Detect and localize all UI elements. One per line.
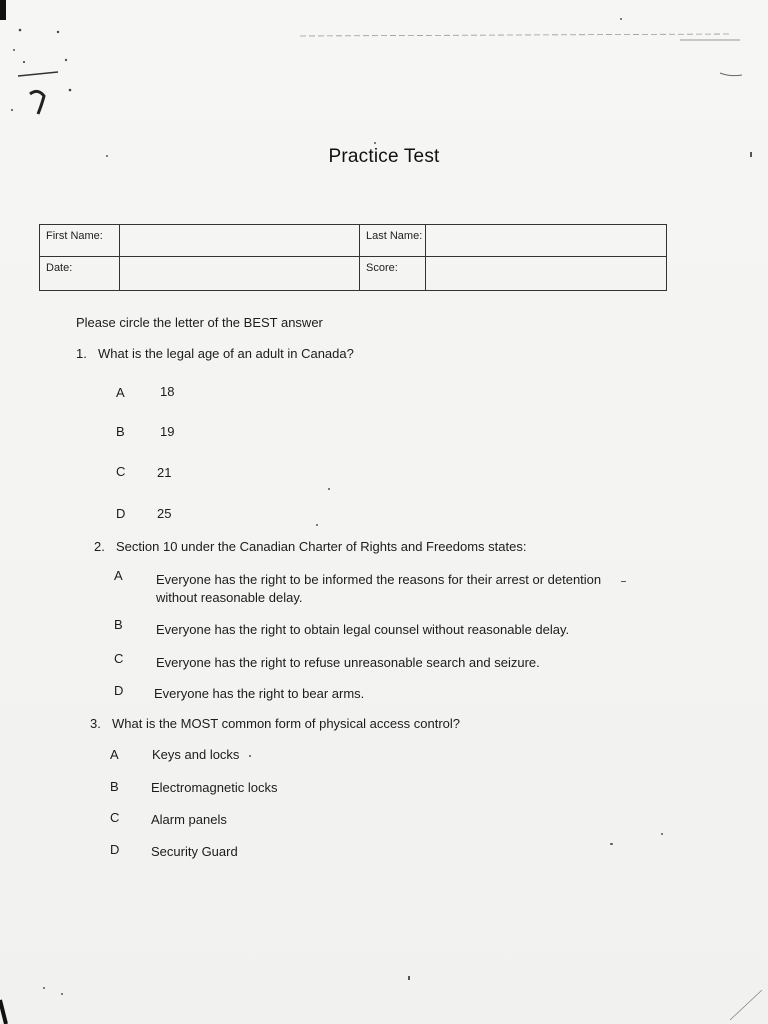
q3-option-a-text: Keys and locks [152,747,240,762]
q2-option-a-text: Everyone has the right to be informed the reasons for their arrest or detention without reasonable delay. [156,572,602,605]
q1-option-d-text: 25 [157,506,172,521]
scan-speck [106,155,108,157]
page-title: Practice Test [328,146,440,167]
q3-option-d-letter[interactable]: D [110,842,120,857]
date-field[interactable] [120,257,360,291]
q3-option-c-text: Alarm panels [151,812,227,827]
date-label: Date: [40,257,120,291]
info-row-date-score [40,257,666,291]
q3-option-b-text: Electromagnetic locks [151,780,278,795]
q2-option-c-letter[interactable]: C [114,651,124,666]
scan-speck [621,581,626,582]
info-row-names [40,225,666,257]
question-text: What is the legal age of an adult in Canada? [98,346,354,361]
scan-speck [328,488,330,490]
q2-option-b-letter[interactable]: B [114,617,123,632]
score-label: Score: [360,257,426,291]
q2-option-c-text: Everyone has the right to refuse unreasonable search and seizure. [156,655,540,670]
q3-option-a-letter[interactable]: A [110,747,119,762]
last-name-label: Last Name: [360,225,426,256]
question-1 [76,346,354,361]
q1-option-b-text: 19 [160,424,175,439]
q3-option-b-letter[interactable]: B [110,779,119,794]
q3-option-d-text: Security Guard [151,844,238,859]
scan-noise-top-left [0,20,90,140]
q1-option-a-text: 18 [160,384,175,399]
q1-option-b-letter[interactable]: B [116,424,125,439]
q3-option-c-letter[interactable]: C [110,810,120,825]
scan-speck [408,976,410,980]
question-2 [94,539,526,554]
scan-line-top-right [300,28,760,88]
scan-speck [374,142,376,144]
q2-option-a-letter[interactable]: A [114,568,123,583]
scan-speck [620,18,622,20]
scan-edge-bottom [0,960,768,1024]
question-number: 2. [94,539,105,554]
scan-speck [750,152,752,157]
scan-speck [316,524,318,526]
first-name-label: First Name: [40,225,120,256]
q1-option-a-letter[interactable]: A [116,385,125,400]
question-number: 1. [76,346,87,361]
first-name-field[interactable] [120,225,360,256]
q2-option-d-letter[interactable]: D [114,683,124,698]
question-text: What is the MOST common form of physical access control? [112,716,460,731]
question-3 [90,716,460,731]
scan-speck [249,755,251,757]
question-number: 3. [90,716,101,731]
student-info-table [39,224,667,291]
scan-edge-mark [0,0,6,20]
scan-speck [610,843,613,845]
q2-option-d-text: Everyone has the right to bear arms. [154,686,365,701]
q1-option-c-letter[interactable]: C [116,464,126,479]
score-field[interactable] [426,257,666,291]
scan-speck [661,833,663,835]
q1-option-d-letter[interactable]: D [116,506,126,521]
q2-option-b-text: Everyone has the right to obtain legal counsel without reasonable delay. [156,622,570,637]
q1-option-c-text: 21 [157,465,172,480]
instructions: Please circle the letter of the BEST answer [76,315,323,330]
last-name-field[interactable] [426,225,666,256]
question-text: Section 10 under the Canadian Charter of Rights and Freedoms states: [116,539,527,554]
